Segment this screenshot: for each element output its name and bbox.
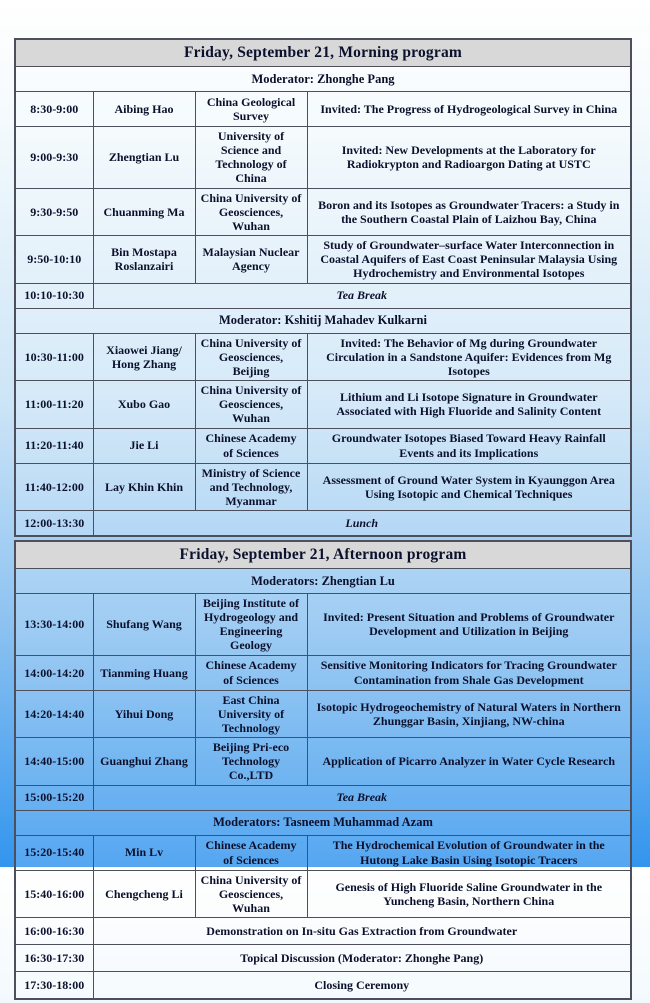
- talk-title: Groundwater Isotopes Biased Toward Heavy Rainfall Events and its Implications: [307, 428, 631, 463]
- talk-row: [15, 835, 631, 870]
- speaker-affiliation: China University of Geosciences, Wuhan: [195, 188, 307, 235]
- time-slot: 15:40-16:00: [15, 870, 93, 917]
- event-label: Demonstration on In-situ Gas Extraction from Groundwater: [93, 918, 631, 945]
- talk-row: [15, 381, 631, 428]
- talk-title: Lithium and Li Isotope Signature in Groundwater Associated with High Fluoride and Salinity Content: [307, 381, 631, 428]
- break-row: [15, 785, 631, 810]
- speaker-affiliation: Beijing Pri-eco Technology Co.,LTD: [195, 738, 307, 785]
- event-row: [15, 918, 631, 945]
- speaker-affiliation: Malaysian Nuclear Agency: [195, 236, 307, 283]
- speaker-affiliation: Chinese Academy of Sciences: [195, 835, 307, 870]
- section-header-row: [15, 541, 631, 569]
- time-slot: 10:30-11:00: [15, 333, 93, 380]
- talk-title: Isotopic Hydrogeochemistry of Natural Waters in Northern Zhunggar Basin, Xinjiang, NW-china: [307, 690, 631, 737]
- time-slot: 11:20-11:40: [15, 428, 93, 463]
- talk-title: Invited: The Progress of Hydrogeological Survey in China: [307, 92, 631, 127]
- event-row: [15, 945, 631, 972]
- time-slot: 16:30-17:30: [15, 945, 93, 972]
- time-slot: 12:00-13:30: [15, 510, 93, 536]
- talk-row: [15, 333, 631, 380]
- talk-row: [15, 655, 631, 690]
- speaker-name: Bin Mostapa Roslanzairi: [93, 236, 195, 283]
- talk-row: [15, 593, 631, 655]
- talk-row: [15, 92, 631, 127]
- moderator-label: Moderators: Zhengtian Lu: [15, 568, 631, 593]
- moderator-row: [15, 810, 631, 835]
- speaker-affiliation: Chinese Academy of Sciences: [195, 655, 307, 690]
- talk-title: Assessment of Ground Water System in Kyaunggon Area Using Isotopic and Chemical Techniques: [307, 463, 631, 510]
- talk-row: [15, 236, 631, 283]
- speaker-affiliation: Chinese Academy of Sciences: [195, 428, 307, 463]
- time-slot: 14:00-14:20: [15, 655, 93, 690]
- section-header-row: [15, 39, 631, 67]
- moderator-label: Moderator: Zhonghe Pang: [15, 67, 631, 92]
- speaker-name: Tianming Huang: [93, 655, 195, 690]
- speaker-affiliation: China University of Geosciences, Wuhan: [195, 381, 307, 428]
- event-row: [15, 972, 631, 1000]
- speaker-affiliation: East China University of Technology: [195, 690, 307, 737]
- talk-row: [15, 127, 631, 189]
- time-slot: 8:30-9:00: [15, 92, 93, 127]
- morning-program-table: [14, 38, 632, 537]
- time-slot: 14:20-14:40: [15, 690, 93, 737]
- talk-row: [15, 690, 631, 737]
- speaker-affiliation: China University of Geosciences, Wuhan: [195, 870, 307, 917]
- talk-title: Boron and its Isotopes as Groundwater Tracers: a Study in the Southern Coastal Plain of Laizhou Bay, China: [307, 188, 631, 235]
- moderator-row: [15, 67, 631, 92]
- time-slot: 15:20-15:40: [15, 835, 93, 870]
- speaker-name: Lay Khin Khin: [93, 463, 195, 510]
- speaker-name: Shufang Wang: [93, 593, 195, 655]
- afternoon-program-table: [14, 540, 632, 1000]
- time-slot: 9:00-9:30: [15, 127, 93, 189]
- event-label: Closing Ceremony: [93, 972, 631, 1000]
- talk-row: [15, 188, 631, 235]
- talk-row: [15, 738, 631, 785]
- speaker-affiliation: Beijing Institute of Hydrogeology and Engineering Geology: [195, 593, 307, 655]
- time-slot: 11:40-12:00: [15, 463, 93, 510]
- break-label: Tea Break: [93, 283, 631, 308]
- time-slot: 13:30-14:00: [15, 593, 93, 655]
- talk-row: [15, 428, 631, 463]
- speaker-name: Xubo Gao: [93, 381, 195, 428]
- talk-title: Application of Picarro Analyzer in Water Cycle Research: [307, 738, 631, 785]
- moderator-row: [15, 308, 631, 333]
- break-row: [15, 510, 631, 536]
- speaker-name: Guanghui Zhang: [93, 738, 195, 785]
- event-label: Topical Discussion (Moderator: Zhonghe Pang): [93, 945, 631, 972]
- break-row: [15, 283, 631, 308]
- speaker-affiliation: Ministry of Science and Technology, Myanmar: [195, 463, 307, 510]
- moderator-label: Moderator: Kshitij Mahadev Kulkarni: [15, 308, 631, 333]
- talk-title: Sensitive Monitoring Indicators for Tracing Groundwater Contamination from Shale Gas Development: [307, 655, 631, 690]
- speaker-name: Zhengtian Lu: [93, 127, 195, 189]
- talk-title: The Hydrochemical Evolution of Groundwater in the Hutong Lake Basin Using Isotopic Tracers: [307, 835, 631, 870]
- talk-row: [15, 463, 631, 510]
- talk-row: [15, 870, 631, 917]
- speaker-affiliation: University of Science and Technology of China: [195, 127, 307, 189]
- break-label: Lunch: [93, 510, 631, 536]
- speaker-name: Min Lv: [93, 835, 195, 870]
- time-slot: 10:10-10:30: [15, 283, 93, 308]
- time-slot: 11:00-11:20: [15, 381, 93, 428]
- talk-title: Genesis of High Fluoride Saline Groundwater in the Yuncheng Basin, Northern China: [307, 870, 631, 917]
- time-slot: 9:30-9:50: [15, 188, 93, 235]
- speaker-name: Chuanming Ma: [93, 188, 195, 235]
- speaker-affiliation: China University of Geosciences, Beijing: [195, 333, 307, 380]
- speaker-name: Xiaowei Jiang/ Hong Zhang: [93, 333, 195, 380]
- break-label: Tea Break: [93, 785, 631, 810]
- speaker-affiliation: China Geological Survey: [195, 92, 307, 127]
- time-slot: 14:40-15:00: [15, 738, 93, 785]
- speaker-name: Yihui Dong: [93, 690, 195, 737]
- speaker-name: Chengcheng Li: [93, 870, 195, 917]
- time-slot: 15:00-15:20: [15, 785, 93, 810]
- talk-title: Study of Groundwater–surface Water Interconnection in Coastal Aquifers of East Coast Peninsular Malaysia Using Hydrochemistry and Environmental Isotopes: [307, 236, 631, 283]
- talk-title: Invited: Present Situation and Problems of Groundwater Development and Utilization in Beijing: [307, 593, 631, 655]
- talk-title: Invited: The Behavior of Mg during Groundwater Circulation in a Sandstone Aquifer: Evidences from Mg Isotopes: [307, 333, 631, 380]
- time-slot: 16:00-16:30: [15, 918, 93, 945]
- moderator-label: Moderators: Tasneem Muhammad Azam: [15, 810, 631, 835]
- talk-title: Invited: New Developments at the Laboratory for Radiokrypton and Radioargon Dating at USTC: [307, 127, 631, 189]
- conference-program-page: [14, 38, 632, 1003]
- section-title: Friday, September 21, Morning program: [15, 39, 631, 67]
- time-slot: 17:30-18:00: [15, 972, 93, 1000]
- time-slot: 9:50-10:10: [15, 236, 93, 283]
- moderator-row: [15, 568, 631, 593]
- speaker-name: Jie Li: [93, 428, 195, 463]
- speaker-name: Aibing Hao: [93, 92, 195, 127]
- section-title: Friday, September 21, Afternoon program: [15, 541, 631, 569]
